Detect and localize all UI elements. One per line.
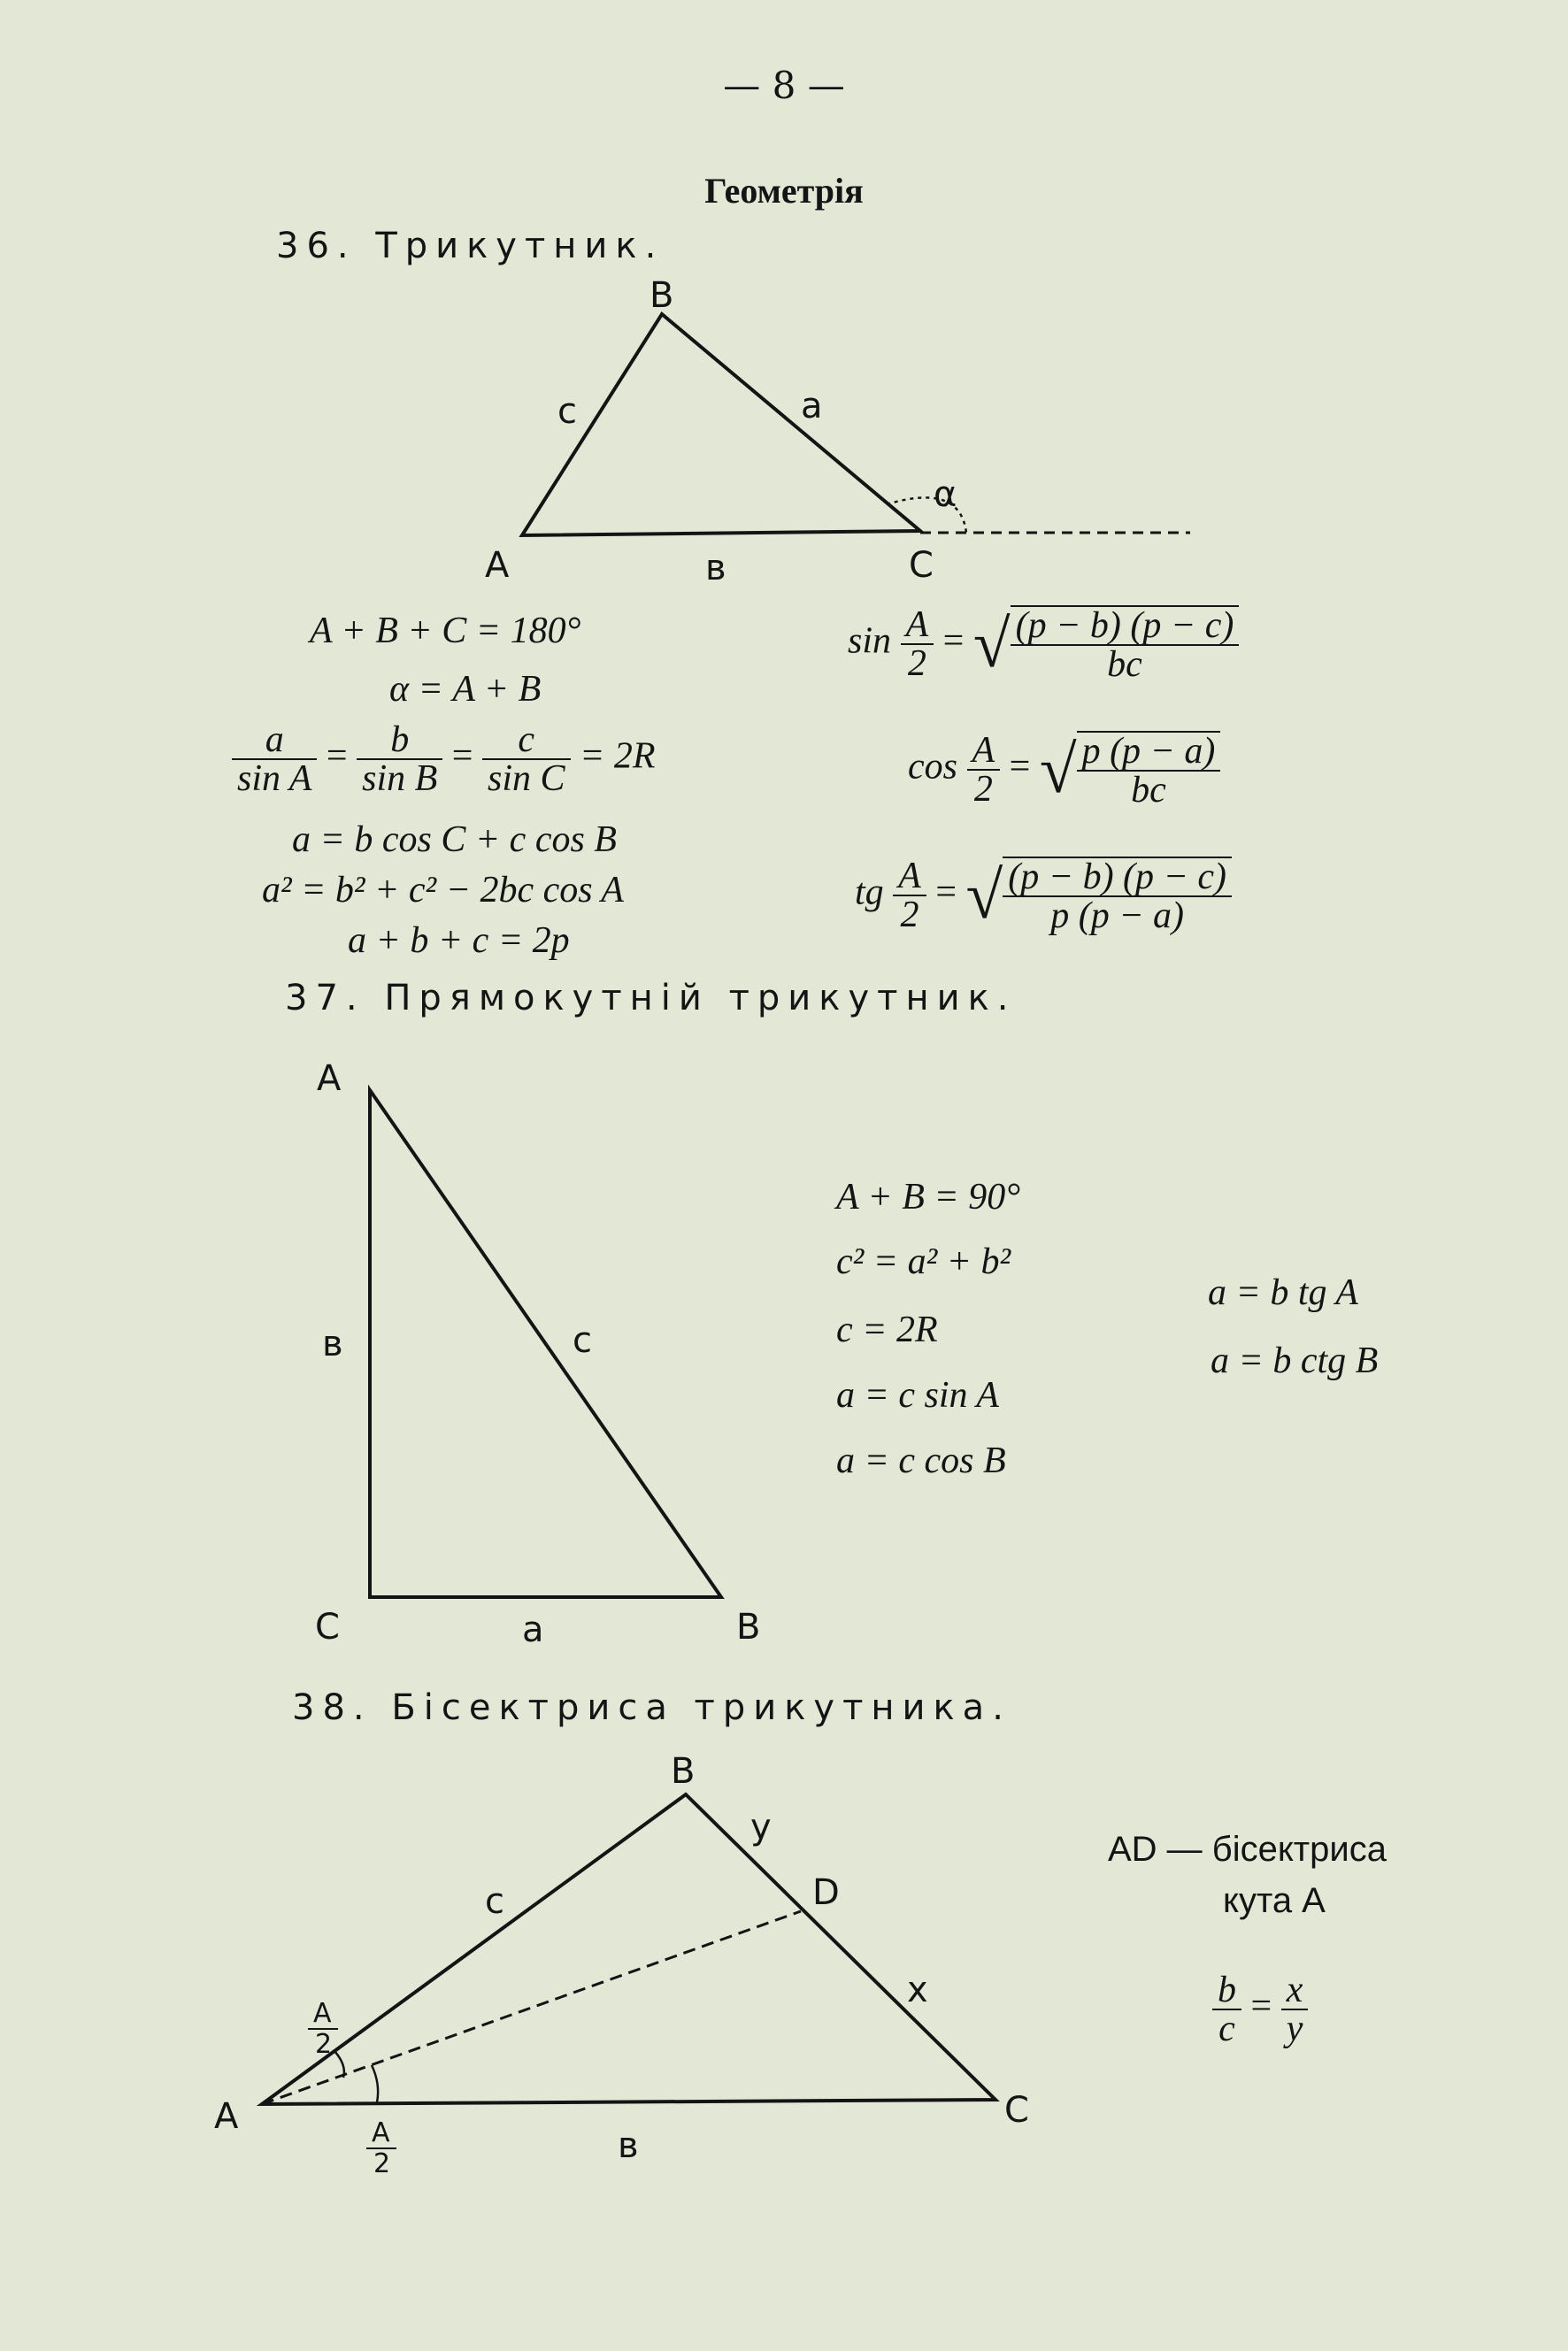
side-b-label: в bbox=[618, 2125, 639, 2166]
angle-alpha-label: α bbox=[934, 474, 957, 515]
triangle-36 bbox=[522, 314, 920, 535]
denominator: 2 bbox=[900, 895, 919, 935]
acute-angles-formula: A + B = 90° bbox=[836, 1177, 1021, 1218]
leg-ctg-formula: a = b ctg B bbox=[1211, 1341, 1379, 1381]
page-title: Геометрія bbox=[704, 171, 864, 211]
triangle-38 bbox=[262, 1794, 995, 2104]
vertex-a-label: A bbox=[485, 545, 510, 586]
denominator: 2 bbox=[907, 643, 926, 684]
vertex-c-label: C bbox=[315, 1607, 340, 1648]
sine-law-formula: $\frac{a}{\text{sin A}}$ = $\frac{b}{\text{sin B}}$ = $\frac{c}{\text{sin C}}$ = 2R bbox=[232, 721, 656, 797]
leg-cos-formula: a = c cos B bbox=[836, 1441, 1006, 1481]
vertex-b-label: B bbox=[671, 1751, 696, 1792]
sine-law-result: = 2R bbox=[580, 735, 656, 777]
side-c-label: c bbox=[573, 1320, 592, 1361]
segment-y-label: y bbox=[750, 1807, 772, 1848]
numerator: b bbox=[1212, 1971, 1241, 2010]
denominator: bc bbox=[1107, 644, 1142, 685]
half-angle-lower-label bbox=[366, 2117, 396, 2179]
function-name: sin bbox=[848, 620, 892, 662]
fraction bbox=[893, 857, 926, 933]
vertex-b-label: B bbox=[736, 1607, 761, 1648]
right-triangle-37 bbox=[370, 1090, 721, 1597]
bisector-note-line2: кута A bbox=[1223, 1881, 1326, 1920]
numerator: A bbox=[893, 857, 926, 896]
leg-sin-formula: a = c sin A bbox=[836, 1375, 999, 1416]
fraction bbox=[482, 721, 571, 797]
segment-x-label: x bbox=[907, 1970, 928, 2010]
exterior-angle-formula: α = A + B bbox=[389, 669, 542, 710]
half-angle-sin-formula: sin $\frac{A}{2}$ = √ $\frac{(p - b) (p - c)}{bc}$ bbox=[848, 605, 1239, 683]
projection-formula: a = b cos C + c cos B bbox=[292, 819, 617, 860]
side-a-label: a bbox=[801, 386, 823, 426]
vertex-a-label: A bbox=[317, 1058, 342, 1099]
vertex-c-label: C bbox=[1004, 2090, 1029, 2131]
section-38-heading: 38. Бісектриса трикутника. bbox=[292, 1687, 1011, 1728]
page-number: — 8 — bbox=[723, 64, 845, 107]
vertex-b-label: B bbox=[649, 275, 674, 316]
half-angle-num: A bbox=[372, 2117, 390, 2148]
denominator: bc bbox=[1131, 770, 1166, 811]
side-a-label: a bbox=[522, 1610, 544, 1650]
denominator: p (p − a) bbox=[1050, 895, 1185, 936]
angle-arc-lower bbox=[372, 2065, 378, 2102]
denominator: y bbox=[1286, 2009, 1303, 2049]
numerator: A bbox=[967, 732, 1001, 771]
denominator: c bbox=[1218, 2009, 1235, 2049]
numerator: b bbox=[357, 721, 442, 760]
radicand bbox=[1011, 605, 1240, 683]
cosine-law-formula: a² = b² + c² − 2bc cos A bbox=[262, 870, 624, 910]
bisector-triangle-38-figure bbox=[214, 1751, 1029, 2179]
radical-sign: √ bbox=[965, 858, 1003, 933]
hypotenuse-radius-formula: c = 2R bbox=[836, 1310, 938, 1350]
numerator: x bbox=[1281, 1971, 1309, 2010]
side-b-label: в bbox=[322, 1324, 343, 1364]
leg-tg-formula: a = b tg A bbox=[1208, 1272, 1358, 1313]
numerator: A bbox=[901, 606, 934, 645]
denominator: 2 bbox=[973, 769, 993, 810]
fraction bbox=[901, 606, 934, 682]
side-c-label: c bbox=[557, 391, 577, 432]
function-name: cos bbox=[908, 746, 957, 788]
denominator: sin A bbox=[237, 758, 312, 799]
function-name: tg bbox=[855, 872, 884, 913]
fraction bbox=[967, 732, 1001, 808]
vertex-c-label: C bbox=[909, 545, 934, 586]
side-b-label: в bbox=[705, 548, 726, 588]
pythagoras-formula: c² = a² + b² bbox=[836, 1241, 1011, 1282]
fraction bbox=[1212, 1971, 1241, 2048]
half-angle-den: 2 bbox=[373, 2148, 391, 2179]
angle-arc-upper bbox=[334, 2051, 344, 2078]
perimeter-formula: a + b + c = 2p bbox=[348, 920, 570, 961]
denominator: sin B bbox=[362, 758, 438, 799]
right-triangle-37-figure bbox=[315, 1058, 760, 1650]
numerator: a bbox=[232, 721, 317, 760]
denominator: sin C bbox=[487, 758, 565, 799]
half-angle-tg-formula: tg $\frac{A}{2}$ = √ $\frac{(p - b) (p - c)}{p (p - a)}$ bbox=[855, 857, 1232, 934]
numerator: p (p − a) bbox=[1077, 733, 1221, 772]
numerator: (p − b) (p − c) bbox=[1003, 858, 1232, 897]
half-angle-num: A bbox=[313, 1998, 332, 2029]
section-36-heading: 36. Трикутник. bbox=[276, 226, 665, 266]
radical-sign: √ bbox=[1039, 733, 1077, 807]
section-37-heading: 37. Прямокутній трикутник. bbox=[285, 978, 1017, 1018]
radicand bbox=[1077, 731, 1221, 809]
vertex-a-label: A bbox=[214, 2096, 239, 2137]
radical-sign: √ bbox=[972, 607, 1011, 681]
fraction bbox=[1281, 1971, 1309, 2048]
fraction bbox=[357, 721, 442, 797]
fraction bbox=[232, 721, 317, 797]
triangle-36-figure bbox=[485, 275, 1190, 588]
half-angle-cos-formula: cos $\frac{A}{2}$ = √ $\frac{p (p - a)}{bc}$ bbox=[908, 731, 1220, 809]
side-c-label: c bbox=[485, 1881, 504, 1922]
bisector-ratio-formula: $\frac{b}{c}$ = $\frac{x}{y}$ bbox=[1212, 1971, 1308, 2048]
angle-sum-formula: A + B + C = 180° bbox=[310, 611, 581, 651]
point-d-label: D bbox=[812, 1872, 840, 1913]
radicand bbox=[1003, 857, 1232, 934]
numerator: (p − b) (p − c) bbox=[1011, 607, 1240, 646]
numerator: c bbox=[482, 721, 571, 760]
half-angle-den: 2 bbox=[315, 2029, 333, 2060]
bisector-note-line1: AD — бісектриса bbox=[1108, 1830, 1387, 1869]
